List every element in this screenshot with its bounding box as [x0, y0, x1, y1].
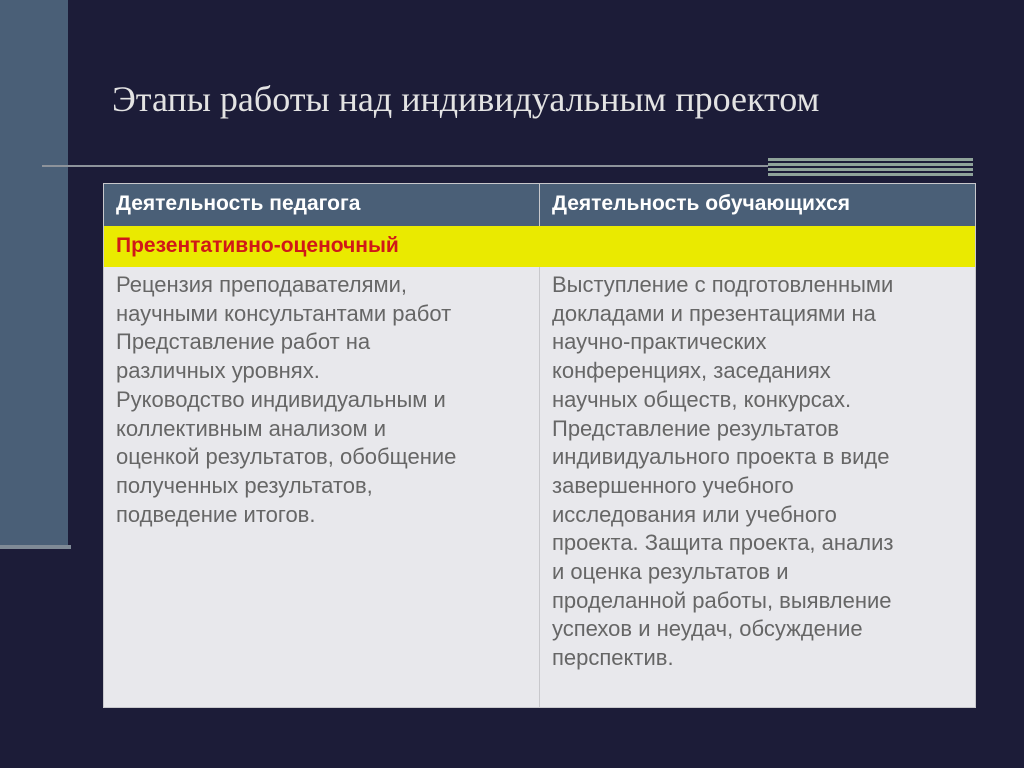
stage-label: Презентативно-оценочный — [116, 234, 399, 257]
table-header-row — [104, 184, 975, 226]
student-activity-line: научно-практических — [552, 329, 767, 355]
teacher-activity-line: научными консультантами работ — [116, 300, 452, 326]
teacher-activity-cell — [104, 267, 540, 707]
left-decor-bar — [0, 0, 68, 545]
student-activity-line: научных обществ, конкурсах. — [552, 386, 852, 412]
student-activity-line: Представление результатов — [552, 415, 839, 441]
student-activity-line: проделанной работы, выявление — [552, 587, 892, 613]
student-activity-line: конференциях, заседаниях — [552, 358, 831, 384]
teacher-activity-line: Руководство индивидуальным и — [116, 386, 446, 412]
student-activity-line: завершенного учебного — [552, 472, 794, 498]
table-body-row — [104, 267, 975, 707]
teacher-activity-line: Рецензия преподавателями, — [116, 272, 408, 297]
student-activity-line: успехов и неудач, обсуждение — [552, 616, 863, 642]
student-activity-line: проекта. Защита проекта, анализ — [552, 530, 894, 556]
left-decor-bar-edge — [0, 545, 71, 549]
title-divider-accent — [768, 158, 973, 178]
title-divider-line — [42, 165, 768, 167]
activities-table — [103, 183, 976, 708]
header-teacher-activity: Деятельность педагога — [104, 184, 540, 226]
teacher-activity-line: оценкой результатов, обобщение — [116, 444, 457, 470]
stage-row — [104, 226, 975, 267]
student-activity-line: перспектив. — [552, 645, 674, 671]
header-student-activity: Деятельность обучающихся — [552, 192, 851, 215]
student-activity-line: индивидуального проекта в виде — [552, 444, 890, 470]
teacher-activity-line: различных уровнях. — [116, 358, 320, 384]
teacher-activity-line: Представление работ на — [116, 329, 371, 355]
student-activity-line: исследования или учебного — [552, 501, 837, 527]
student-activity-line: и оценка результатов и — [552, 559, 789, 585]
teacher-activity-line: полученных результатов, — [116, 472, 373, 498]
student-activity-line: докладами и презентациями на — [552, 300, 876, 326]
teacher-activity-line: коллективным анализом и — [116, 415, 387, 441]
student-activity-cell — [540, 267, 976, 707]
slide-title: Этапы работы над индивидуальным проектом — [112, 79, 820, 119]
teacher-activity-line: подведение итогов. — [116, 501, 316, 527]
student-activity-line: Выступление с подготовленными — [552, 272, 894, 297]
